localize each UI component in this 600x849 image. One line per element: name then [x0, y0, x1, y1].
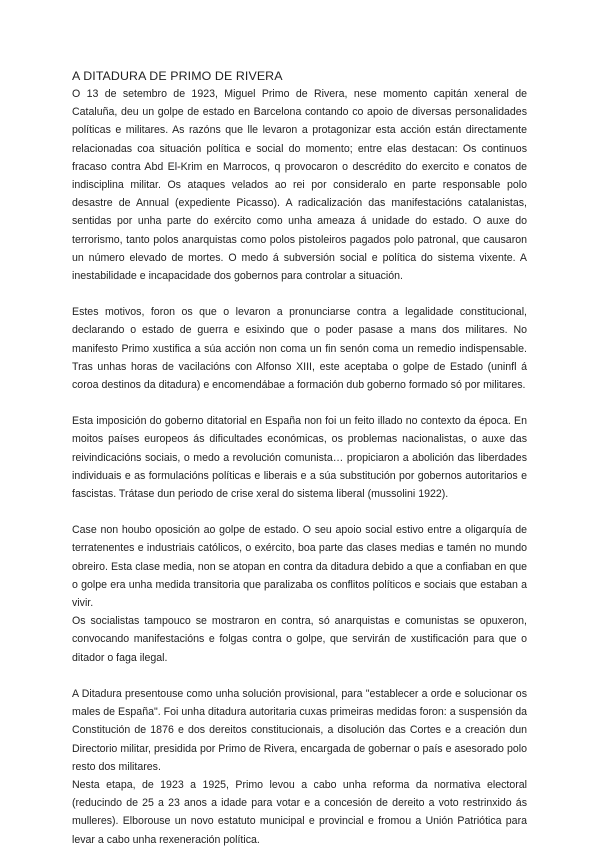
paragraph-social-support: Case non houbo oposición ao golpe de estado. O seu apoio social estivo entre a oligarquía de terratenentes e industriais católicos, o exército, boa parte das clases medias e tamén no mundo obreiro. Esta clase media, non se atopan en contra da ditadura debido a que a confiaban en que o golpe era unha medida transitoria que paralizaba os conflitos políticos e sociais que estaban a vivir. — [72, 524, 527, 610]
paragraph-european-context: Esta imposición do goberno ditatorial en España non foi un feito illado no contexto da época. En moitos países europeos ás dificultades económicas, os problemas nacionalistas, o auxe das reivindicacións sociais, o medo a revolución comunista… propiciaron a abolición das liberdades individuais e as formulacións políticas e liberais e a súa substitución por gobernos autoritarios e fascistas. Trátase dun periodo de crise xeral do sistema liberal (mussolini 1922). — [72, 415, 527, 501]
paragraph-causes: O 13 de setembro de 1923, Miguel Primo de Rivera, nese momento capitán xeneral de Cataluña, deu un golpe de estado en Barcelona contando co apoio de diversas personalidades políticas e militares. As razóns que lle levaron a protagonizar esta acción están directamente relacionadas coa situación política e social do momento; entre elas destacan: Os continuos fracaso contra Abd El-Krim en Marrocos, q provocaron o descrédito do exercito e conatos de indisciplina militar. Os ataques velados ao rei por consideralo en parte responsable polo desastre de Annual (expediente Picasso). A radicalización das manifestacións catalanistas, sentidas por unha parte do exército como unha ameaza á unidade do estado. O auxe do terrorismo, tanto polos anarquistas como polos pistoleiros pagados polo patronal, que causaron un número elevado de mortes. O medo á subversión social e política do sistema vixente. A inestabilidade e incapacidade dos gobernos para controlar a situación. — [72, 88, 527, 283]
paragraph-spacer — [72, 667, 527, 685]
paragraph-reforms: Nesta etapa, de 1923 a 1925, Primo levou a cabo unha reforma da normativa electoral (reducindo de 25 a 23 anos a idade para votar e a concesión de dereito a voto restrinxido ás mulleres). Elborouse un novo estatuto municipal e provincial e fromou a Unión Patriótica para levar a cabo unha rexeneración política. — [72, 778, 527, 846]
paragraph-pronouncement: Estes motivos, foron os que o levaron a pronunciarse contra a legalidade constitucional, declarando o estado de guerra e esixindo que o poder pasase a mans dos militares. No manifesto Primo xustifica a súa acción non coma un fin senón coma un remedio indispensable. Tras unhas horas de vacilacións con Alfonso XIII, este aceptaba o golpe de Estado (uninfl á coroa destinos da ditadura) e encomendábae a formación dub goberno formado só por militares. — [72, 306, 527, 392]
paragraph-spacer — [72, 503, 527, 521]
paragraph-first-measures: A Ditadura presentouse como unha solución provisional, para "establecer a orde e solucionar os males de España". Foi unha ditadura autoritaria cuxas primeiras medidas foron: a suspensión da Constitución de 1876 e dos dereitos constitucionais, a disolución das Cortes e a creación dun Directorio militar, presidida por Primo de Rivera, encargada de gobernar o país e asesorado polo resto dos militares. — [72, 687, 527, 773]
document-title: A DITADURA DE PRIMO DE RIVERA — [72, 69, 283, 83]
document-body — [72, 68, 527, 849]
paragraph-spacer — [72, 394, 527, 412]
paragraph-spacer — [72, 285, 527, 303]
paragraph-opposition: Os socialistas tampouco se mostraron en contra, só anarquistas e comunistas se opuxeron, convocando manifestacións e folgas contra o golpe, que servirán de xustificación para que o ditador o faga ilegal. — [72, 615, 527, 664]
